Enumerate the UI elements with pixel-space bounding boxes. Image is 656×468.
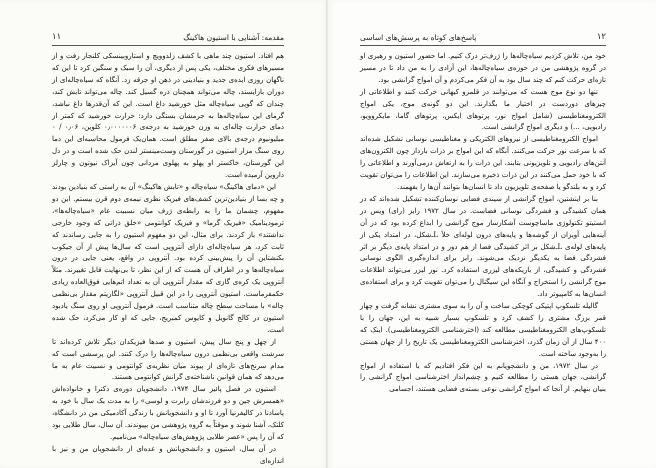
right-running-title: پاسخ‌های کوتاه به پرسش‌های اساسی bbox=[360, 32, 477, 42]
left-paragraph: این «دمای هاکینگ» سیاه‌چاله و «تابش هاکینگ» آن به راستی که بنیادین بودند و چه بسا از بنیادین‌ترین کشف‌های فیزیک نظری نیمه‌ی دوم قرن بیستم. این دو مفهوم، چشمان ما را به رابطه‌ی ژرف میان نسبیت عام «سیاه‌چاله‌ها»، ترمودینامیک «فیزیک گرما» و فیزیک کوانتومی «خلق ذراتی که وجود خارجی نداشتند» باز کردند. برای مثال، این دو مفهوم استیون را به جایی رساندند که ثابت کرد، هر سیاه‌چاله‌ای دارای آنتروپی است که سال‌ها پیش از آن جیکوب بکنشتاین آن را پیش‌بینی کرده بود. آنتروپی در واقع، یعنی جایی در درون سیاه‌چاله‌ها و در اطراف آن هست که از این نظر، تا بی‌نهایت قابل تغییرند. مثلاً آنتروپی یک کره‌ی گازی که مقدار آنتروپی آن به تعداد اتم‌هایی فوق‌العاده زیادی حکمفرماست. استیون آنتروپی را در این قبیل آنتروپی «لگاریتم مقدار بی‌نظمی چاله» با مساحت سطح چاله متناسب است. فرمول آنتروپی او روی سنگ یادبود استیون در کالج گانویل و کایوس کمبریج، جایی که او کار می‌کرد، حک شده است. bbox=[52, 182, 284, 334]
left-page-number: ۱۱ bbox=[52, 32, 62, 42]
left-header-rule bbox=[52, 45, 284, 46]
left-page-header bbox=[52, 30, 284, 44]
right-paragraph: بنا بر اینشتین، امواج گرانشی از سیندی فضایی نوسان‌کننده تشکیل شده‌اند که در همان کشیدگی و فشردگی نوسانی فضاست. در سال ۱۹۷۲ رایز (رای) ویس در انستیتو تکنولوژی ماساچوست آشکارساز موج گرانشی را ابداع کرده بود که در آن آینه‌هایی آویزان از گوشه‌ها و پایه‌های درون لوله‌ای خلأ L‌ـ‌شکل، در امتداد یکی از پایه‌های لوله‌ی L‌ـ‌شکل بر اثر کشیدگی فضا از هم دور و در امتداد پایه‌ی دیگر بر اثر فشردگی فضا به یکدیگر نزدیک می‌شوند. رایز برای اندازه‌گیری الگوی نوسانی فشردگی و کشیدگی، از باریکه‌های لیزری استفاده کرد. نور لیزر می‌تواند اطلاعات موج گرانشی را استخراج و آنگاه این سیگنال را می‌توان تقویت کرد و برای استفاده‌ی انسان‌ها به کامپیوتر داد. bbox=[360, 194, 606, 299]
left-paragraph: در آن سال، استیون و دانشجویانش و عده‌ای از دانشجویان من و نیز با اندازه‌ای bbox=[52, 444, 284, 465]
right-page-header bbox=[360, 30, 606, 44]
left-running-title: مقدمه: آشنایی با استیون هاکینگ bbox=[183, 32, 284, 42]
right-page-body bbox=[360, 51, 606, 458]
right-paragraph: گالیله تلسکوپ اپتیکی کوچکی ساخت و آن را به سوی مشتری نشانه گرفت و چهار قمر بزرگ مشتری را کشف کرد و تلسکوپ بسیار شبیه به این، جهان را با تلسکوپ‌های الکترومغناطیسی مطالعه کند (اخترشناسی الکترومغناطیسی). اینک که ۴۰۰ سال از آن زمان گذرد، اخترشناسی الکترومغناطیسی یک تاریخ را از جهان هستی را به‌وجود ساخته است. bbox=[360, 302, 606, 358]
right-page bbox=[328, 0, 656, 468]
right-page-number: ۱۲ bbox=[596, 32, 606, 42]
left-paragraph: هم افتاد. استیون چند ماهی با کشف زلدوویچ و استاروبینسکی کلنجار رفت و از مسیرهای فکری مختلف، یکی پس از دیگری، آن را سبک و سنگین کرد تا این که ناگهان روزی ایده‌ی جدید و بنیادینی در ذهن او جرقه زد. آنگاه که سیاه‌چاله‌ای از دوران بازایستد، چاله می‌تواند همچنان ذره گسیل کند. چاله می‌تواند تابش کند، چندان که گویی سیاه‌چاله مثل خورشید داغ است. این که آن‌قدرها داغ نباشد، گرمای این سیاه‌چاله‌ها به جرمشان بستگی دارد: حرارت خورشید که کمتر از دمای حرارت چاله‌ای به وزن خورشید به درجه‌ی ۰٫۰۰۰۰۰۰۶ کلوین، ۰٫۰۶ / ۰ میلیونیوم درجه‌ی بالای صفر مطلق است. همان‌یک فرمول محاسبه‌ای این دما روی سنگ مزار استیون در گورستان وست‌مینستر لندن حک شده است و در دل این گورستان، خاکستر او پهلو به پهلوی مردانی چون آیزاک نیوتون و چارلز داروین آرمیده است. bbox=[52, 52, 284, 180]
right-paragraph: امواج الکترومغناطیسی از نیروهای الکتریکی و مغناطیسی نوسانی تشکیل شده‌اند که با سرعت نور حرکت می‌کنند. آنگاه که این امواج بر ذرات باردار چون الکترون‌های آنتن‌های رادیویی و تلویزیونی بتابند، این ذرات را به ارتعاش درمی‌آورند و اطلاعاتی را که با خود حمل می‌کنند در این ذرات ذخیره می‌سازند. این اطلاعات را می‌توان تقویت کرد و به بلندگو یا صفحه‌ی تلویزیون داد تا انسان‌ها بتوانند آن‌ها را بفهمند. bbox=[360, 135, 606, 191]
left-paragraph: استیون در فصل پائیز سال ۱۹۷۴، دانشجویان دوره‌ی دکترا و خانواده‌اش «همسرش جین و دو فرزندشان رابرت و لوسی» را به مدت یک سال با خود به پاسادنا در کالیفرنیا آورد تا او و دانشجویانش با زندگی آکادمیکی من در دانشگاه، کلتک، آشنا شوند و موقتاً به گروه پژوهشی من بپیوندند. آن سال، سال طلایی بود که آن را پس «عصر طلایی پژوهش‌های سیاه‌چاله» می‌نامیم. bbox=[52, 385, 284, 441]
right-paragraph: خود من، تلاش کردیم سیاه‌چاله‌ها را ژرف‌تر درک کنیم. اما حضور استیون و رهبری او در گروه پژوهشی من در حوزه‌ی سیاه‌چاله‌ها، این آزادی را به من داد تا در مسیر تازه‌ای حرکت کنم که چند سال بود به آن فکر می‌کردم و آن امواج گرانشی بود. bbox=[360, 52, 606, 84]
right-paragraph: تنها دو نوع موج هست که می‌توانند در قلمرو کیهانی حرکت کنند و اطلاعاتی از چیزهای دوردست در اختیار ما بگذارند. این دو گونه‌ی موج، یکی امواج الکترومغناطیسی (شامل امواج نور، پرتوهای ایکس، پرتوهای گاما، مایکروویو، رادیویی، ...) و دیگری امواج گرانشی است. bbox=[360, 87, 606, 132]
left-paragraph: از چهل و پنج سال پیش، استیون و صدها فیزیکدان دیگر تلاش کرده‌اند تا سرشت واقعی بی‌نظمی درون سیاه‌چاله‌ها را درک کنند. این پرسشی است که مدام سرنخ‌های تازه‌ای از پیوند میان نظریه‌ی کوانتومی و نسبیت عام به ما می‌دهد که همان قوانین ناشناخته‌ی گرانش کوانتومی هستند. bbox=[52, 337, 284, 382]
right-paragraph: در سال ۱۹۷۲، من و دانشجویانم به این فکر افتادیم که با استفاده از امواج گرانشی، جهان هستی را مطالعه کنیم و چشم‌انداز اخترشناسی امواج گرانشی را بنیان بنهایم. از آنجا که امواج گرانشی نوعی بسته‌ی فضایی هستند، اجسامی bbox=[360, 361, 606, 394]
right-header-rule bbox=[360, 45, 606, 46]
left-page-body bbox=[52, 51, 284, 465]
